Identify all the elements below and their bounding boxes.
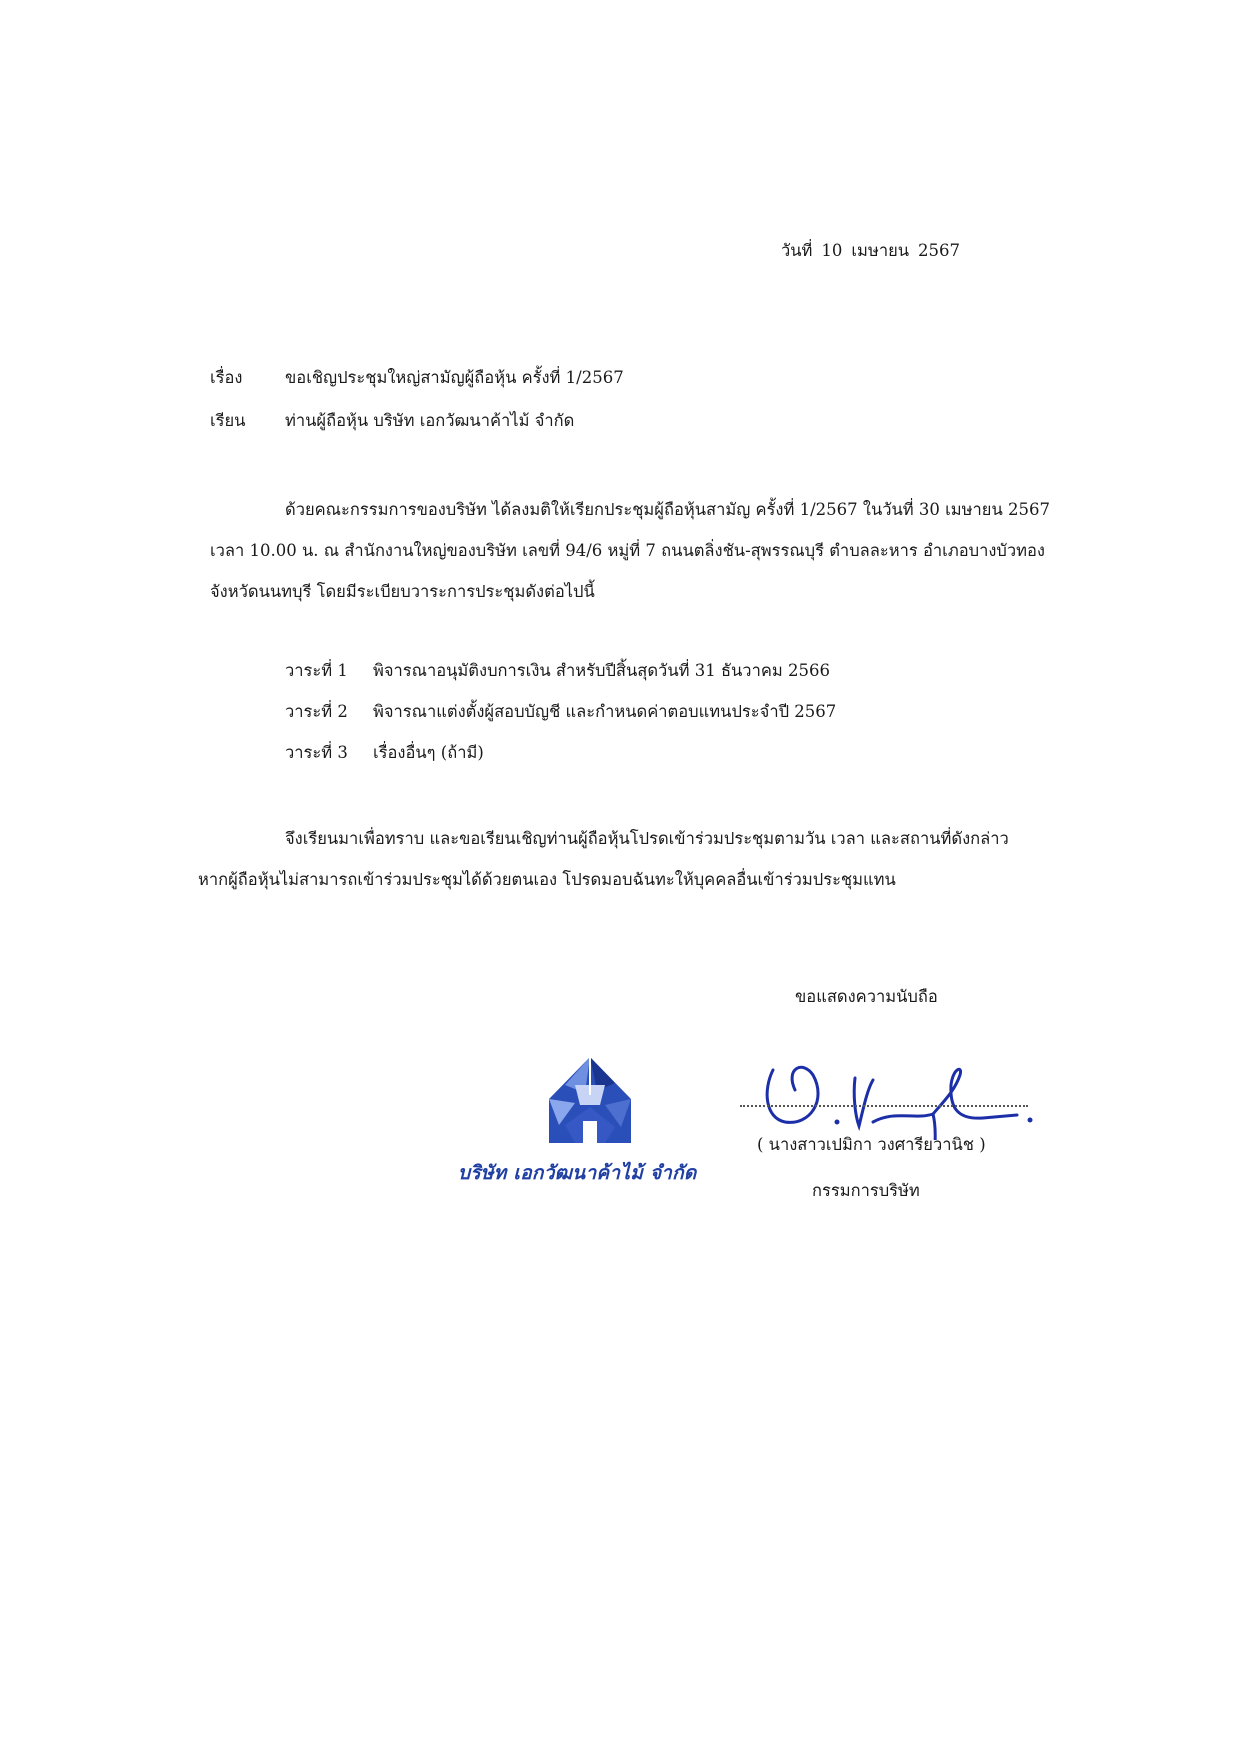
company-logo-icon	[545, 1055, 635, 1145]
paragraph-line: หากผู้ถือหุ้นไม่สามารถเข้าร่วมประชุมได้ด้วยตนเอง โปรดมอบฉันทะให้บุคคลอื่นเข้าร่วมประชุมแทน	[198, 870, 896, 889]
company-logo-text: บริษัท เอกวัฒนาค้าไม้ จำกัด	[458, 1162, 697, 1184]
agenda-item	[285, 658, 830, 684]
recipient-label: เรียน	[210, 411, 246, 430]
paragraph-line: เวลา 10.00 น. ณ สำนักงานใหญ่ของบริษัท เลขที่ 94/6 หมู่ที่ 7 ถนนตลิ่งชัน-สุพรรณบุรี ตำบลละหาร อำเภอบางบัวทอง	[210, 541, 1045, 560]
signature-line	[740, 1105, 1028, 1107]
agenda-number: วาระที่ 2	[285, 702, 348, 721]
agenda-item	[285, 740, 484, 766]
invitation-paragraph	[210, 489, 1050, 612]
date-day: 10	[821, 241, 843, 260]
agenda-text: เรื่องอื่นๆ (ถ้ามี)	[373, 743, 484, 762]
paragraph-line: จึงเรียนมาเพื่อทราบ และขอเรียนเชิญท่านผู้ถือหุ้นโปรดเข้าร่วมประชุมตามวัน เวลา และสถานที่ดังกล่าว	[285, 829, 1009, 848]
subject-text: ขอเชิญประชุมใหญ่สามัญผู้ถือหุ้น ครั้งที่ 1/2567	[285, 368, 624, 387]
recipient-text: ท่านผู้ถือหุ้น บริษัท เอกวัฒนาค้าไม้ จำกัด	[285, 411, 575, 430]
paragraph-line: ด้วยคณะกรรมการของบริษัท ได้ลงมติให้เรียกประชุมผู้ถือหุ้นสามัญ ครั้งที่ 1/2567 ในวันที่ 30 เมษายน 2567	[285, 500, 1050, 519]
date-year: 2567	[918, 241, 961, 260]
signer-title: กรรมการบริษัท	[812, 1181, 920, 1200]
agenda-item	[285, 699, 836, 725]
agenda-text: พิจารณาอนุมัติงบการเงิน สำหรับปีสิ้นสุดวันที่ 31 ธันวาคม 2566	[373, 661, 830, 680]
agenda-text: พิจารณาแต่งตั้งผู้สอบบัญชี และกำหนดค่าตอบแทนประจำปี 2567	[373, 702, 837, 721]
paragraph-line: จังหวัดนนทบุรี โดยมีระเบียบวาระการประชุมดังต่อไปนี้	[210, 582, 595, 601]
closing-regards: ขอแสดงความนับถือ	[795, 987, 938, 1006]
agenda-number: วาระที่ 3	[285, 743, 348, 762]
subject-label: เรื่อง	[210, 368, 243, 387]
closing-paragraph	[198, 818, 1009, 900]
signer-name: ( นางสาวเปมิกา วงศารียวานิช )	[757, 1135, 986, 1154]
date-month: เมษายน	[851, 241, 910, 260]
agenda-number: วาระที่ 1	[285, 661, 348, 680]
signature-image	[755, 1030, 1045, 1140]
letter-date	[781, 241, 969, 261]
date-label: วันที่	[781, 241, 813, 260]
